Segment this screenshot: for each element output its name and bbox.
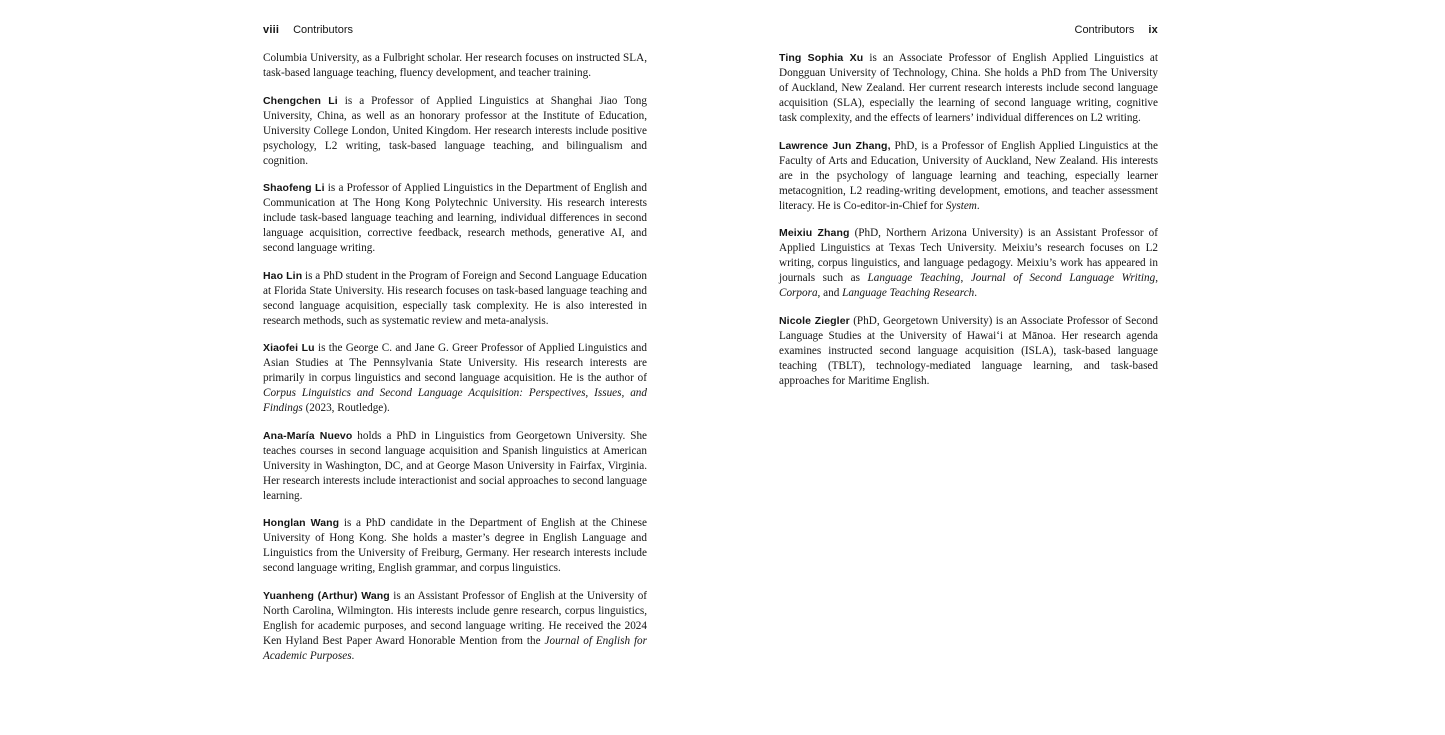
contributor-paragraph <box>263 269 647 329</box>
page-number-ix: ix <box>1148 24 1158 36</box>
contributor-name: Nicole Ziegler <box>779 314 850 327</box>
work-title: Journal of Second Language Writing <box>970 272 1156 284</box>
bio-text: is a PhD student in the Program of Foreign and Second Language Education at Florida State University. His research focuses on task-based language teaching and second language acquisition, especially task complexity. He is also interested in research methods, such as systematic review and meta-analysis. <box>263 269 647 327</box>
contributor-paragraph <box>779 226 1158 301</box>
contributor-paragraph <box>779 51 1158 126</box>
work-title: Corpus Linguistics and Second Language Acquisition: Perspectives, Issues, and Findings <box>263 387 647 414</box>
bio-text: is a PhD candidate in the Department of English at the Chinese University of Hong Kong. She holds a master’s degree in English Language and Linguistics from the University of Freiburg, Germany. Her research interests include second language writing, English grammar, and corpus linguistics. <box>263 517 647 574</box>
contributor-paragraph <box>263 181 647 256</box>
bio-text: is an Associate Professor of English Applied Linguistics at Dongguan University of Technology, China. She holds a PhD from The University of Auckland, New Zealand. Her current research interests include second language acquisition (SLA), especially the learning of second language writing, cognitive task complexity, and the effects of learners’ individual differences on L2 writing. <box>779 52 1158 124</box>
work-title: Corpora <box>779 287 818 299</box>
bio-text: is a Professor of Applied Linguistics at Shanghai Jiao Tong University, China, as well as an honorary professor at the Institute of Education, University College London, United Kingdom. Her research interests include positive psychology, L2 writing, task-based language teaching, and bilingualism and cognition. <box>263 94 647 167</box>
contributor-paragraph <box>263 429 647 504</box>
bio-text: , <box>960 272 971 284</box>
contributor-paragraph <box>263 341 647 416</box>
work-title: System <box>945 199 977 212</box>
bio-text: (2023, Routledge). <box>302 402 390 414</box>
bio-text: , and <box>817 287 843 299</box>
contributor-name: Xiaofei Lu <box>263 342 315 354</box>
bio-text: PhD, is a Professor of English Applied Linguistics at the Faculty of Arts and Education, University of Auckland, New Zealand. His interests are in the psychology of language learning and teaching, especially learner metacognition, L2 reading-writing development, emotions, and teacher assessment literacy. He is Co-editor-in-Chief for <box>779 139 1158 212</box>
bio-text: Columbia University, as a Fulbright scholar. Her research focuses on instructed SLA, task-based language teaching, fluency development, and teacher training. <box>263 52 647 79</box>
contributor-name: Lawrence Jun Zhang, <box>779 139 891 152</box>
bio-text: is a Professor of Applied Linguistics in the Department of English and Communication at The Hong Kong Polytechnic University. His research interests include task-based language teaching and learning, individual differences in second language acquisition, corrective feedback, research methods, generative AI, and second language writing. <box>263 182 647 254</box>
bio-text: is the George C. and Jane G. Greer Professor of Applied Linguistics and Asian Studies at The Pennsylvania State University. His research interests are primarily in corpus linguistics and second language acquisition. He is the author of <box>263 342 647 384</box>
contributor-name: Ting Sophia Xu <box>779 52 864 64</box>
contributor-paragraph <box>263 589 647 664</box>
contributor-paragraph <box>779 314 1158 389</box>
work-title: Journal of English for Academic Purposes <box>263 634 648 662</box>
running-head-right <box>779 0 1158 37</box>
contributor-name: Honglan Wang <box>263 517 340 529</box>
bio-text: is an Assistant Professor of English at the University of North Carolina, Wilmington. His interests include genre research, corpus linguistics, English for academic purposes, and second language writing. He received the 2024 Ken Hyland Best Paper Award Honorable Mention from the <box>263 589 648 647</box>
contributor-entries-right <box>779 51 1158 389</box>
work-title: Language Teaching <box>867 272 961 284</box>
contributor-name: Chengchen Li <box>263 94 338 107</box>
page-viii <box>263 0 647 664</box>
page-number-viii: viii <box>263 24 280 36</box>
bio-text: (PhD, Georgetown University) is an Associate Professor of Second Language Studies at the University of Hawai‘i at Mānoa. Her research agenda examines instructed second language acquisition (ISLA), task-based language teaching (TBLT), technology-mediated language learning, and task-based approaches for Maritime English. <box>779 314 1158 387</box>
contributor-name: Shaofeng Li <box>263 182 325 194</box>
bio-text: . <box>974 287 978 299</box>
contributor-name: Meixiu Zhang <box>779 227 850 239</box>
running-head-label: Contributors <box>293 24 354 36</box>
contributor-name: Ana-María Nuevo <box>263 429 353 442</box>
contributor-paragraph <box>263 94 647 169</box>
running-head-label: Contributors <box>1074 24 1135 36</box>
contributor-entries-left <box>263 51 647 664</box>
bio-text: holds a PhD in Linguistics from Georgetown University. She teaches courses in second language acquisition and Spanish linguistics at American University in Washington, DC, and at George Mason University in Fairfax, Virginia. Her research interests include interactionist and social approaches to second language learning. <box>263 429 647 502</box>
bio-text: . <box>976 199 980 212</box>
contributor-name: Yuanheng (Arthur) Wang <box>263 589 390 602</box>
bio-text: (PhD, Northern Arizona University) is an Assistant Professor of Applied Linguistics at Texas Tech University. Meixiu’s research focuses on L2 writing, corpus linguistics, and language pedagogy. Meixiu’s work has appeared in journals such as <box>779 227 1158 284</box>
running-head-left <box>263 0 647 37</box>
contributor-paragraph <box>779 139 1158 214</box>
contributor-paragraph <box>263 51 647 81</box>
contributor-name: Hao Lin <box>263 269 303 282</box>
bio-text: . <box>351 649 355 662</box>
page-ix <box>779 0 1158 389</box>
bio-text: , <box>1155 272 1158 284</box>
contributor-paragraph <box>263 516 647 576</box>
work-title: Language Teaching Research <box>842 287 975 299</box>
